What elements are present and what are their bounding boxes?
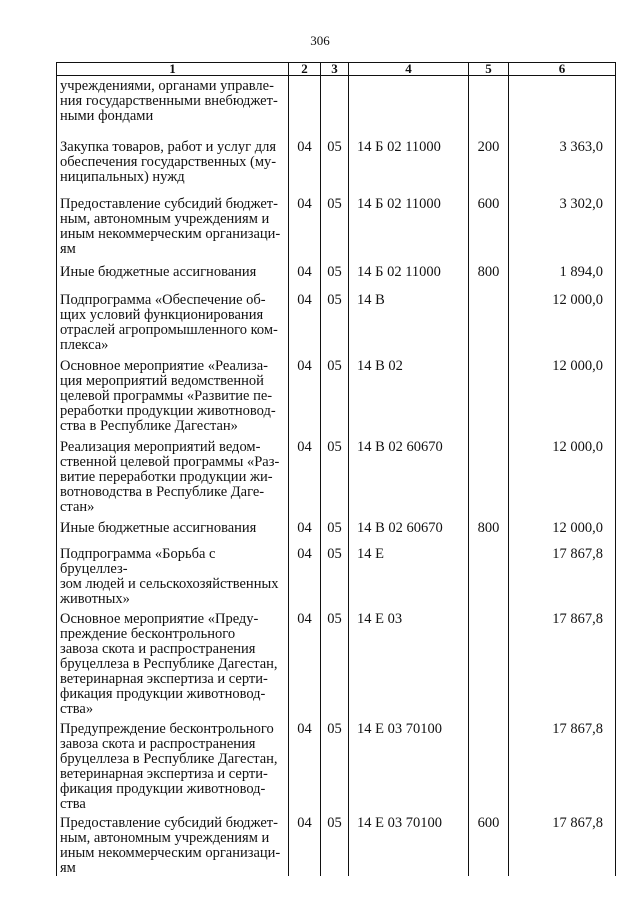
table-row (57, 76, 616, 131)
expense-type-cell: 200 (469, 130, 509, 187)
section-code-cell: 04 (289, 812, 321, 876)
row-name-cell: Реализация мероприятий ведом- ственной целевой программы «Раз- витие переработки продукции жи- вотноводства в Республике Даге- стан» (57, 434, 289, 515)
row-name-cell: Предупреждение бесконтрольного завоза скота и распространения бруцеллеза в Республике Дагестан, ветеринарная экспертиза и серти- фикация продукции животновод- ства (57, 717, 289, 812)
expense-type-cell (469, 542, 509, 607)
amount-cell: 12 000,0 (509, 353, 616, 434)
amount-cell: 3 302,0 (509, 187, 616, 257)
row-name-cell: Закупка товаров, работ и услуг для обеспечения государственных (му- ниципальных) нужд (57, 130, 289, 187)
subsection-code-cell: 05 (321, 434, 349, 515)
amount-cell: 17 867,8 (509, 812, 616, 876)
subsection-code-cell: 05 (321, 187, 349, 257)
expense-type-cell: 600 (469, 187, 509, 257)
amount-cell: 17 867,8 (509, 542, 616, 607)
expense-type-cell (469, 353, 509, 434)
target-article-cell: 14 Е 03 (349, 607, 469, 717)
section-code-cell: 04 (289, 434, 321, 515)
section-code-cell: 04 (289, 515, 321, 542)
row-name-cell: Подпрограмма «Обеспечение об- щих условий функционирования отраслей агропромышленного ком- плекса» (57, 287, 289, 353)
expense-type-cell (469, 76, 509, 131)
table-row (57, 434, 616, 515)
target-article-cell: 14 В 02 60670 (349, 515, 469, 542)
target-article-cell: 14 Е 03 70100 (349, 717, 469, 812)
column-header: 3 (321, 63, 349, 76)
section-code-cell: 04 (289, 187, 321, 257)
amount-cell (509, 76, 616, 131)
section-code-cell: 04 (289, 717, 321, 812)
subsection-code-cell: 05 (321, 287, 349, 353)
subsection-code-cell: 05 (321, 353, 349, 434)
subsection-code-cell (321, 76, 349, 131)
expense-type-cell: 800 (469, 515, 509, 542)
amount-cell: 12 000,0 (509, 515, 616, 542)
row-name-cell: Предоставление субсидий бюджет- ным, автономным учреждениям и иным некоммерческим организаци- ям (57, 187, 289, 257)
row-name-cell: Основное мероприятие «Преду- преждение бесконтрольного завоза скота и распространения бруцеллеза в Республике Дагестан, ветеринарная экспертиза и серти- фикация продукции животновод- ства» (57, 607, 289, 717)
budget-table (56, 62, 616, 876)
section-code-cell (289, 76, 321, 131)
subsection-code-cell: 05 (321, 257, 349, 287)
row-name-cell: учреждениями, органами управле- ния государственными внебюджет- ными фондами (57, 76, 289, 131)
page-number: 306 (310, 33, 330, 48)
row-name-cell: Предоставление субсидий бюджет- ным, автономным учреждениям и иным некоммерческим организаци- ям (57, 812, 289, 876)
row-name-cell: Подпрограмма «Борьба с бруцеллез- зом людей и сельскохозяйственных животных» (57, 542, 289, 607)
table-row (57, 130, 616, 187)
amount-cell: 12 000,0 (509, 434, 616, 515)
expense-type-cell: 600 (469, 812, 509, 876)
table-row (57, 287, 616, 353)
expense-type-cell (469, 607, 509, 717)
target-article-cell: 14 Е (349, 542, 469, 607)
table-row (57, 812, 616, 876)
target-article-cell: 14 Б 02 11000 (349, 187, 469, 257)
expense-type-cell (469, 717, 509, 812)
target-article-cell: 14 Б 02 11000 (349, 257, 469, 287)
section-code-cell: 04 (289, 257, 321, 287)
section-code-cell: 04 (289, 287, 321, 353)
section-code-cell: 04 (289, 607, 321, 717)
subsection-code-cell: 05 (321, 130, 349, 187)
subsection-code-cell: 05 (321, 812, 349, 876)
subsection-code-cell: 05 (321, 515, 349, 542)
subsection-code-cell: 05 (321, 607, 349, 717)
amount-cell: 17 867,8 (509, 717, 616, 812)
table-header-row (57, 63, 616, 76)
expense-type-cell (469, 287, 509, 353)
table-row (57, 542, 616, 607)
amount-cell: 1 894,0 (509, 257, 616, 287)
target-article-cell: 14 В (349, 287, 469, 353)
target-article-cell: 14 В 02 60670 (349, 434, 469, 515)
column-header: 1 (57, 63, 289, 76)
table-row (57, 717, 616, 812)
table-row (57, 257, 616, 287)
target-article-cell: 14 Е 03 70100 (349, 812, 469, 876)
column-header: 6 (509, 63, 616, 76)
row-name-cell: Иные бюджетные ассигнования (57, 257, 289, 287)
column-header: 5 (469, 63, 509, 76)
table-row (57, 515, 616, 542)
target-article-cell (349, 76, 469, 131)
row-name-cell: Иные бюджетные ассигнования (57, 515, 289, 542)
section-code-cell: 04 (289, 130, 321, 187)
row-name-cell: Основное мероприятие «Реализа- ция мероприятий ведомственной целевой программы «Развитие пе- реработки продукции животновод- ства в Республике Дагестан» (57, 353, 289, 434)
subsection-code-cell: 05 (321, 542, 349, 607)
target-article-cell: 14 В 02 (349, 353, 469, 434)
amount-cell: 12 000,0 (509, 287, 616, 353)
column-header: 4 (349, 63, 469, 76)
table-row (57, 353, 616, 434)
expense-type-cell: 800 (469, 257, 509, 287)
section-code-cell: 04 (289, 542, 321, 607)
subsection-code-cell: 05 (321, 717, 349, 812)
section-code-cell: 04 (289, 353, 321, 434)
expense-type-cell (469, 434, 509, 515)
column-header: 2 (289, 63, 321, 76)
table-row (57, 607, 616, 717)
amount-cell: 3 363,0 (509, 130, 616, 187)
target-article-cell: 14 Б 02 11000 (349, 130, 469, 187)
table-row (57, 187, 616, 257)
amount-cell: 17 867,8 (509, 607, 616, 717)
